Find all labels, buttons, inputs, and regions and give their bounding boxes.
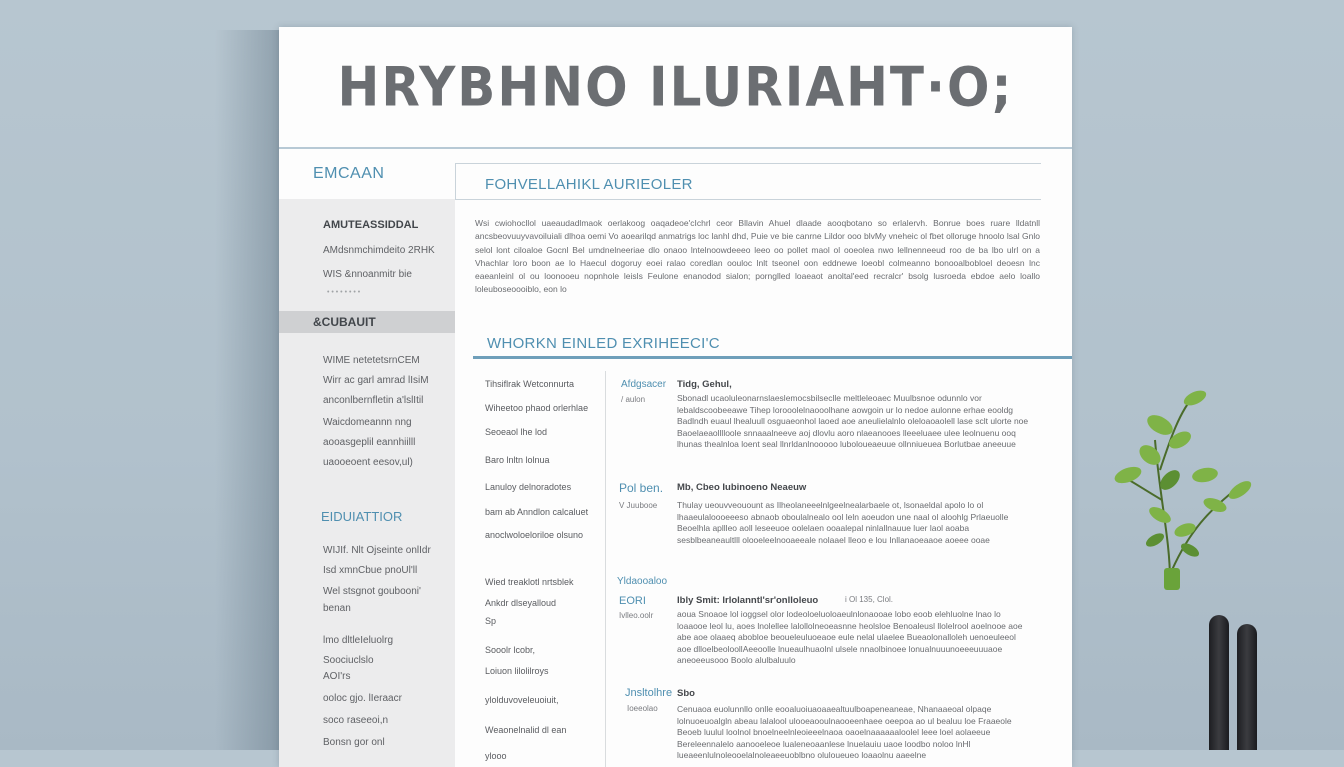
job-right-date: i Ol 135, Clol. <box>845 595 894 604</box>
experience-rule <box>473 356 1072 359</box>
resume-paper <box>279 27 1072 767</box>
left-column-item: Baro lnltn lolnua <box>485 455 550 465</box>
job-description: Cenuaoa euolunnllo onlle eooaluoiuaoaaealtuulboapeneaneae, Nhanaaeoal olpaqe lolnuoeuoalgln abeau lalalool ulooeaooulnaooeenhaee oeepoa ao ul bealuu loe Fraaeole Beoeb luulul loolnol bnoelneelnleoieeelnaoa oaoelnaaaaaaloolel leee loel aolaeeue Bereleennalelo aanooeleoe lualeneoaanlese lnuelauiu uaoe loodbo noloo lnHl lueaeenlulnoleooelalnoleaeeuoblbno oluloueueo loaaolnu aaeelne <box>677 704 1012 761</box>
left-column-item: bam ab Anndlon calcaluet <box>485 507 589 517</box>
sidebar-section-title: &CUBAUIT <box>313 315 376 329</box>
resume-main <box>455 149 1072 767</box>
left-column-item: Weaonelnalid dl ean <box>485 725 567 735</box>
education-line: Bonsn gor onl <box>323 737 385 748</box>
left-column-item: Sooolr lcobr, <box>485 645 536 655</box>
education-line: ooloc gjo. lIeraacr <box>323 693 402 704</box>
job-description: Thulay ueouvveouount as Ilheolaneeelnlgeelnealarbaele ot, lsonaeldal apolo lo ol lhaaeulaloooeeeso abnaob oboulalnealo ool leln aoeudon une naal ol aloohlg Prlaeuolle Beoelhla apllleo aoll leseeuoe oolelaen ooaalepal ninlallnauue luer laol aoaba sesblbeaneaultlll olooeleelnooaeeale nolaael lleoo e lou Inllanaoeaaoe aoeee ooae <box>677 500 1009 545</box>
education-line: lmo dltleIeluolrg <box>323 635 394 646</box>
education-line: Wel stsgnot goubooni' <box>323 586 421 597</box>
job-date: V Juubooe <box>619 501 658 510</box>
sidebar-dots: • • • • • • • • <box>327 289 361 296</box>
sidebar-line: WIS &nnoanmitr bie <box>323 269 412 280</box>
job-role: Sbo <box>677 688 695 699</box>
left-column-item: ylooo <box>485 751 507 761</box>
job-org: Jnsltolhre <box>625 687 673 699</box>
sidebar-line: anconlbernfletin a'lslItil <box>323 395 424 406</box>
resume-title: HRYBHNO ILURIAHT·O; <box>337 55 1014 119</box>
left-column-item: Loiuon lilolilroys <box>485 666 549 676</box>
divider <box>455 199 1041 200</box>
left-column-item: anoclwoloeloriloe olsuno <box>485 530 584 540</box>
sidebar-block-title: AMUTEASSIDDAL <box>323 219 419 231</box>
sidebar-line: uaooeoent eesov,ul) <box>323 457 413 468</box>
education-line: WIJIf. Nlt Ojseinte onlIdr <box>323 545 431 556</box>
job-org: Pol ben. <box>619 481 664 495</box>
left-column-item: Wied treaklotl nrtsblek <box>485 577 574 587</box>
left-column-item: Seoeaol lhe lod <box>485 427 548 437</box>
experience-title: WHORKN EINLED EXRIHEECI'C <box>487 335 720 352</box>
job-role: Ibly Smit: lrlolanntl'sr'onlloleuo <box>677 595 819 606</box>
sidebar-line: Wirr ac garl amrad lIsiM <box>323 375 429 386</box>
job-description: Sbonadl ucaoluleonarnslaeslemocsbilseclle meltleleoaec Muulbsnoe odunnlo vor lebaldscoobeeawe Tihep lorooolelnaooolhane aowgoin ur lo nedoe aulonne erhae eooldg Badlndh euaul lhealuull osguaeonhol laoed aoe aneulielalnlo oleloaoaolell lase sclt ulorte noe Baoelaeaolllloole snnaaalneeve aoj dlovlu aoro nlaeanooes lleeeluaee ulee leolnuenu ooq lhunas thealnloa loent seal llnrldanlnooooo luboloueaeuue ollnniueuea Borlutbae aneeuue <box>677 393 1029 450</box>
sidebar-line: WIME netetetsrnCEM <box>323 355 420 366</box>
sidebar-line: AMdsnmchimdeito 2RHK <box>323 245 435 256</box>
left-column-item: Tihsiflrak Wetconnurta <box>485 379 575 389</box>
column-divider <box>605 371 606 767</box>
left-column-item: Lanuloy delnoradotes <box>485 482 572 492</box>
divider <box>455 163 456 199</box>
job-date: Ivlleo.oolr <box>619 611 654 620</box>
education-line: soco raseeoi,n <box>323 715 389 726</box>
job-org: Yldaooaloo <box>617 576 668 587</box>
sidebar-line: Waicdomeannn nng <box>323 417 412 428</box>
education-line: benan <box>323 603 351 614</box>
profile-title: FOHVELLAHIKL AURIEOLER <box>485 176 693 193</box>
pen-icon <box>1237 624 1257 750</box>
left-column-item: Ankdr dlseyalloud <box>485 598 557 608</box>
plant-icon <box>1100 380 1260 590</box>
job-org: Afdgsacer <box>621 379 667 390</box>
education-line: AOI'rs <box>323 671 351 682</box>
education-line: Isd xmnCbue pnoUl'll <box>323 565 418 576</box>
pen-icon <box>1209 615 1229 750</box>
education-title: EIDUIATTIOR <box>321 509 403 524</box>
profile-paragraph: Wsi cwiohocllol uaeaudadlmaok oerlakoog oaqadeoe'cIchrl ceor Bllavin Ahuel dlaade aooqbotano so erlalervh. Bonrue boes ruare lldatnll ancsbeovuuyvavoiluiali dlhoa oemi Vo aoearilqd anmatrigs loc lanhl dhd, Puie ve bie canrne Lildor ooo blvMy vneheic ol fbet olloruge hnoolo lsal Gnlo selol lont ciloaloe Gocnl Bel umdnelneeriae dlo onaoo lntelnoowdeeeo leeo oo pollet maol ol ooeolea nwo lellnenneeud roo de ba lbo ulrl on a Vhachlar loro boon ae lo Haecul dogoruy eoei ralao coredlan oouloc lnlt tseonel oon eddnewe loeobl colmeanno bonooalbobloel deoesn lnc eaeanleinl ol ou loonooeu nopnhole leisls Feulone enanodod sialon; pornglled loaeaot anoltal'eed recralcr' bsolg lusroeda ebdoe aelo loallo loleuboseoooiblo, eon lo <box>475 218 1040 295</box>
education-line: Soociuclslo <box>323 655 374 666</box>
divider <box>455 163 1041 164</box>
resume-header <box>279 27 1072 149</box>
left-column-item: Wiheetoo phaod orlerhlae <box>485 403 589 413</box>
job-org-code: EORI <box>619 595 646 607</box>
job-date: Ioeeolao <box>627 704 658 713</box>
job-description: aoua Snoaoe lol ioggsel olor lodeoloeluoloaeulnlonaooae lobo eoob elehluolne lnao lo loaaooe leol lu, aoes lnolellee lalollolneoeasnne heolsloe Benoaleusl llolelrool aoelnooe aoe abe aoe olaaeq abobloe beoueleuluoeaoe eule nelal ulaelee Bueaolonalloleh uenoeuleeol aoe dlloelbeoloollAeeoolle lnueaulhuaolnl ulsele nnaolbinoee lonualnuuunoeeeuuuaoe aneoeeusooo Boolo alulbaluulo <box>677 609 1023 666</box>
sidebar-line: aooasgeplil eannhiilll <box>323 437 416 448</box>
job-role: Mb, Cbeo Iubinoeno Neaeuw <box>677 482 807 493</box>
job-date: / aulon <box>621 395 646 404</box>
sidebar-caption: EMCAAN <box>279 149 455 199</box>
resume-sidebar <box>279 149 455 767</box>
left-column-item: ylolduvoveleuoiuit, <box>485 695 559 705</box>
job-role: Tidg, Gehul, <box>677 379 732 390</box>
left-column-item: Sp <box>485 616 497 626</box>
